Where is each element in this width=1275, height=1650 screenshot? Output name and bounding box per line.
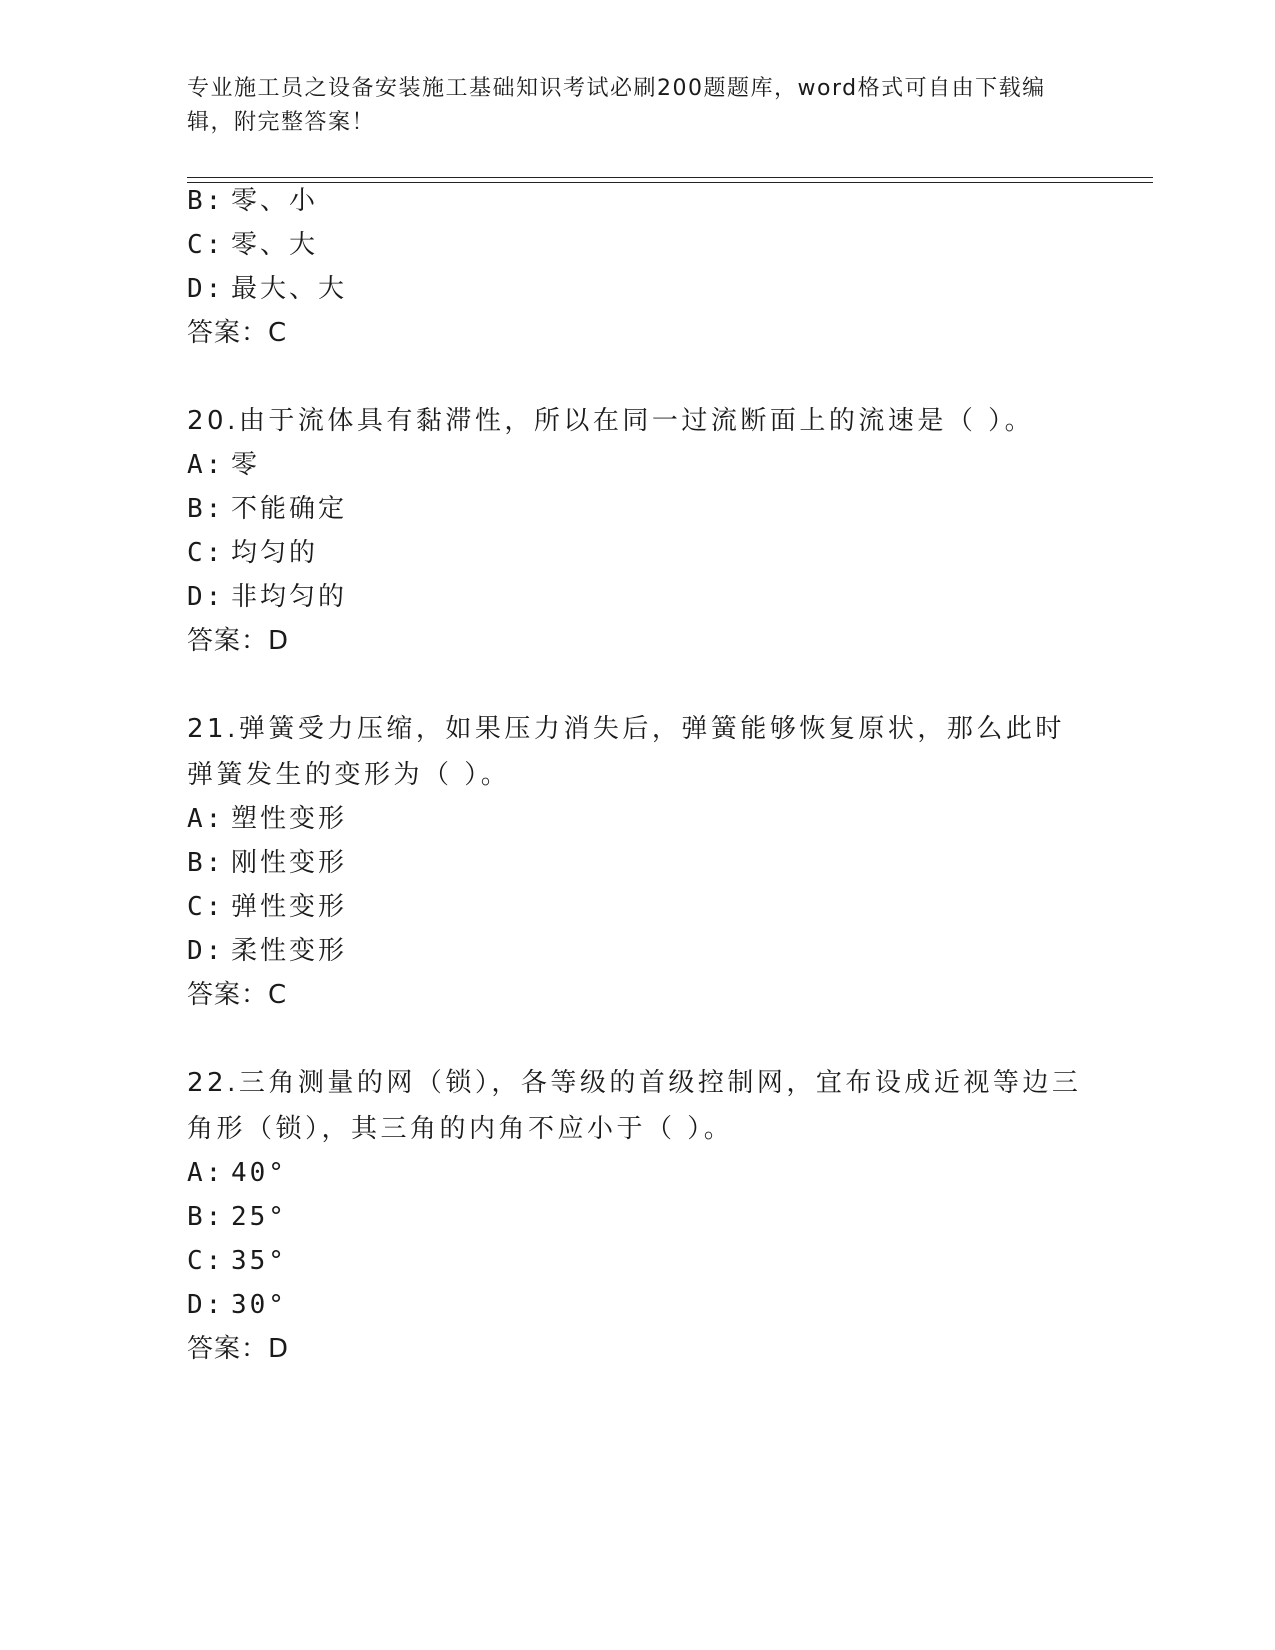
- option-c: C: 35°: [187, 1246, 287, 1276]
- answer-line: 答案：D: [187, 1334, 290, 1364]
- answer-line: 答案：C: [187, 318, 288, 348]
- document-header: 专业施工员之设备安装施工基础知识考试必刷200题题库，word格式可自由下载编辑，附完整答案！: [187, 76, 1046, 135]
- option-c: C: 均匀的: [187, 538, 319, 568]
- option-c: C: 弹性变形: [187, 892, 348, 922]
- answer-line: 答案：C: [187, 980, 288, 1010]
- question-21-text: 21.弹簧受力压缩，如果压力消失后，弹簧能够恢复原状，那么此时弹簧发生的变形为（ ）。: [187, 714, 1065, 790]
- option-b: B: 刚性变形: [187, 848, 348, 878]
- option-d: D: 柔性变形: [187, 936, 348, 966]
- option-b: B: 零、小: [187, 186, 319, 216]
- option-b: B: 25°: [187, 1202, 287, 1232]
- option-a: A: 零: [187, 450, 261, 480]
- question-20-text: 20.由于流体具有黏滞性，所以在同一过流断面上的流速是（ ）。: [187, 406, 1035, 436]
- option-d: D: 30°: [187, 1290, 287, 1320]
- answer-line: 答案：D: [187, 626, 290, 656]
- header-divider-secondary: [187, 182, 1153, 183]
- option-a: A: 40°: [187, 1158, 287, 1188]
- option-d: D: 非均匀的: [187, 582, 348, 612]
- header-divider: [187, 177, 1153, 178]
- option-b: B: 不能确定: [187, 494, 348, 524]
- option-c: C: 零、大: [187, 230, 319, 260]
- option-a: A: 塑性变形: [187, 804, 348, 834]
- question-22-text: 22.三角测量的网（锁），各等级的首级控制网，宜布设成近视等边三角形（锁），其三角的内角不应小于（ ）。: [187, 1068, 1082, 1144]
- option-d: D: 最大、大: [187, 274, 348, 304]
